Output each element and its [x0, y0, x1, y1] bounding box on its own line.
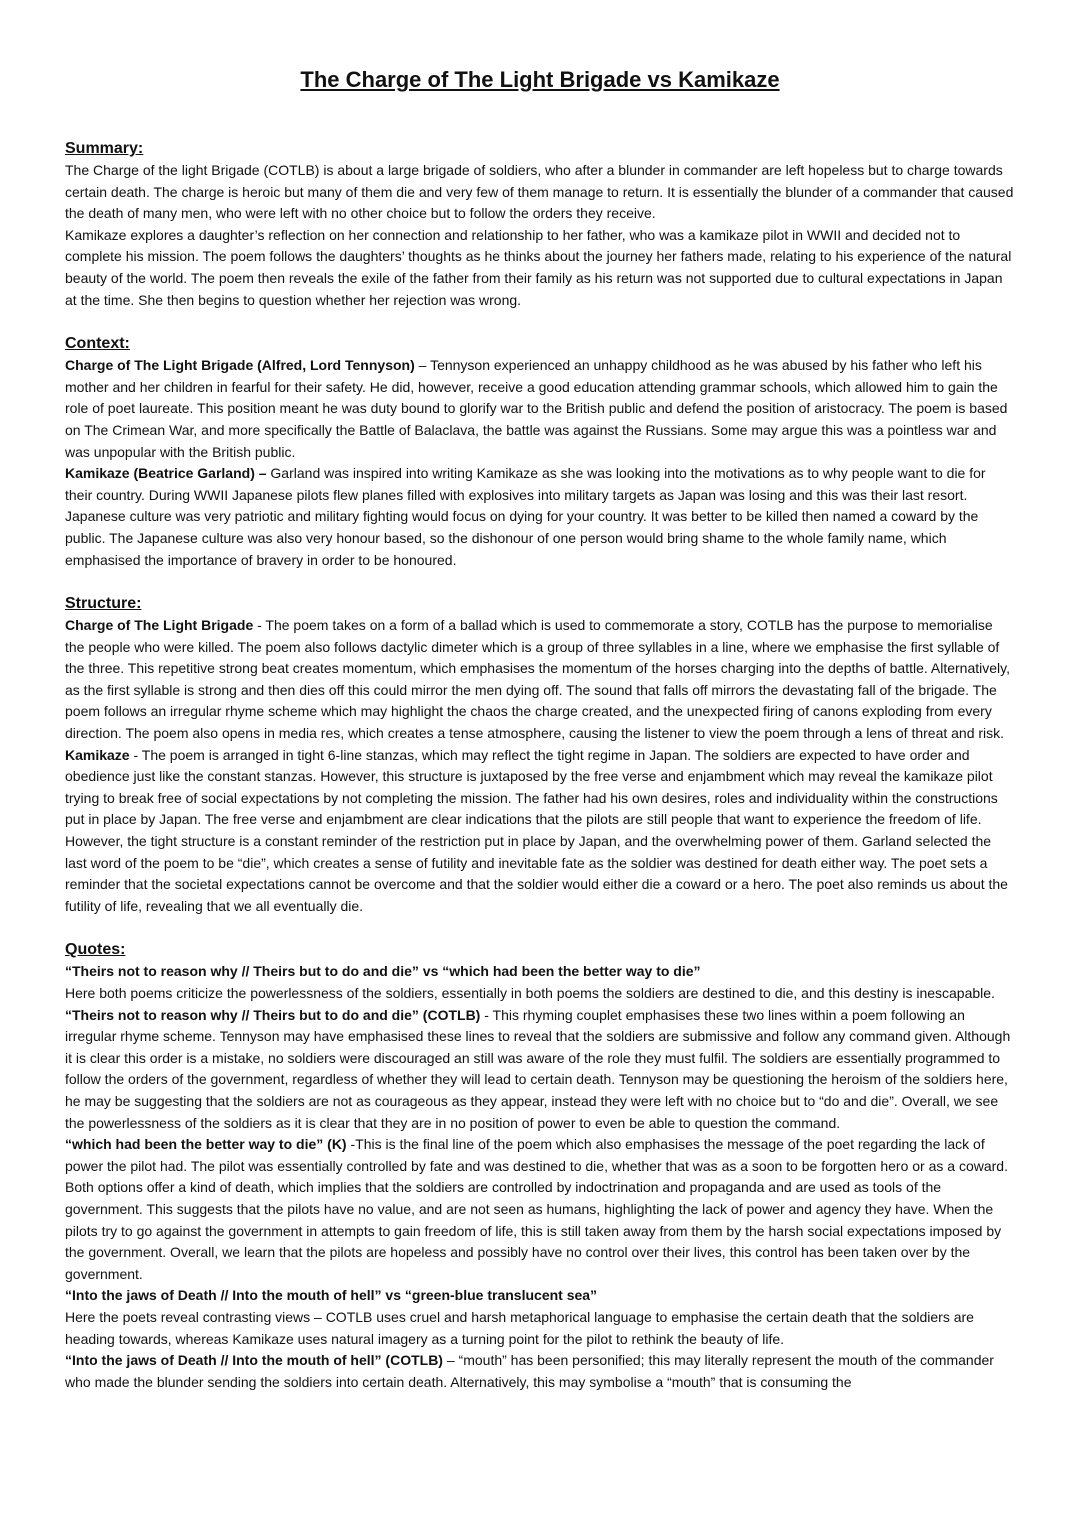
context-heading: Context:	[65, 335, 130, 353]
structure-section	[65, 593, 1015, 917]
quote-kamikaze-1-label: “which had been the better way to die” (K)	[65, 1136, 347, 1153]
quote-kamikaze-1	[65, 1134, 1015, 1285]
quote-comparison-2: “Into the jaws of Death // Into the mouth of hell” vs “green-blue translucent sea”	[65, 1287, 598, 1304]
structure-kamikaze-label: Kamikaze	[65, 746, 130, 763]
quote-cotlb-1-label: “Theirs not to reason why // Theirs but to do and die” (COTLB)	[65, 1006, 481, 1023]
context-section	[65, 333, 1015, 571]
document-page	[65, 66, 1015, 1415]
structure-cotlb-text: - The poem takes on a form of a ballad which is used to commemorate a story, COTLB has the purpose to memorialise the people who were killed. The poem also follows dactylic dimeter which is a group of three syllables in a line, where we emphasise the first syllable of the three. This repetitive strong beat creates momentum, which emphasises the momentum of the horses charging into the depths of battle. Alternatively, as the first syllable is strong and then dies off this could mirror the men dying off. The sound that falls off mirrors the devastating fall of the brigade. The poem follows an irregular rhyme scheme which may highlight the chaos the charge created, and the unexpected firing of canons exploding from every direction. The poem also opens in media res, which creates a tense atmosphere, causing the listener to view the poem through a lens of threat and risk.	[65, 617, 1010, 742]
summary-heading: Summary:	[65, 140, 144, 157]
structure-kamikaze-text: - The poem is arranged in tight 6-line stanzas, which may reflect the tight regime in Japan. The soldiers are expected to have order and obedience just like the constant stanzas. However, this structure is juxtaposed by the free verse and enjambment which may reveal the kamikaze pilot trying to break free of social expectations by not completing the mission. The father had his own desires, roles and individuality within the constructions put in place by Japan. The free verse and enjambment are clear indications that the pilots are still people that want to experience the freedom of life. However, the tight structure is a constant reminder of the restriction put in place by Japan, and the overwhelming power of them. Garland selected the last word of the poem to be “die”, which creates a sense of futility and inevitable fate as the soldier was destined for death either way. The poet sets a reminder that the societal expectations cannot be overcome and that the soldier would either die a coward or a hero. The poet also reminds us about the futility of life, revealing that we all eventually die.	[65, 746, 1008, 914]
structure-paragraph-cotlb	[65, 615, 1015, 745]
quote-cotlb-2-label: “Into the jaws of Death // Into the mouth of hell” (COTLB)	[65, 1352, 443, 1369]
context-kamikaze-text: Garland was inspired into writing Kamikaze as she was looking into the motivations as to why people want to die for their country. During WWII Japanese pilots flew planes filled with explosives into military targets as Japan was losing and this was their last resort. Japanese culture was very patriotic and military fighting would focus on dying for your country. It was better to be killed then named a coward by the public. The Japanese culture was also very honour based, so the dishonour of one person would bring shame to the whole family name, which emphasised the importance of bravery in order to be honoured.	[65, 465, 986, 568]
summary-paragraph-cotlb: The Charge of the light Brigade (COTLB) is about a large brigade of soldiers, who after a blunder in commander are left hopeless but to charge towards certain death. The charge is heroic but many of them die and very few of them manage to return. It is essentially the blunder of a commander that caused the death of many men, who were left with no other choice but to follow the orders they receive.	[65, 162, 1014, 222]
quote-comparison-1-analysis: Here both poems criticize the powerlessness of the soldiers, essentially in both poems the soldiers are destined to die, and this destiny is inescapable.	[65, 985, 995, 1001]
page-title: The Charge of The Light Brigade vs Kamikaze	[300, 67, 780, 92]
structure-heading: Structure:	[65, 595, 142, 613]
context-cotlb-text: – Tennyson experienced an unhappy childhood as he was abused by his father who left his mother and her children in fearful for their safety. He did, however, receive a good education attending grammar schools, which allowed him to gain the role of poet laureate. This position meant he was duty bound to glorify war to the British public and defend the position of aristocracy. The poem is based on The Crimean War, and more specifically the Battle of Balaclava, the battle was against the Russians. Some may argue this was a pointless war and was unpopular with the British public.	[65, 357, 1008, 460]
structure-cotlb-label: Charge of The Light Brigade	[65, 617, 254, 634]
quote-comparison-1: “Theirs not to reason why // Theirs but to do and die” vs “which had been the better way to die”	[65, 963, 701, 980]
quote-kamikaze-1-text: -This is the final line of the poem which also emphasises the message of the poet regarding the lack of power the pilot had. The pilot was essentially controlled by fate and was destined to die, whether that was as a soon to be forgotten hero or as a coward. Both options offer a kind of death, which implies that the soldiers are controlled by indoctrination and propaganda and are used as tools of the government. This suggests that the pilots have no value, and are not seen as humans, highlighting the lack of power and agency they have. When the pilots try to go against the government in attempts to gain freedom of life, this is still taken away from them by the harsh social expectations imposed by the government. Overall, we learn that the pilots are hopeless and possibly have no control over their lives, this control has been taken over by the government.	[65, 1136, 1008, 1282]
context-paragraph-kamikaze	[65, 463, 1015, 571]
quote-cotlb-2-text: – “mouth” has been personified; this may literally represent the mouth of the commander who made the blunder sending the soldiers into certain death. Alternatively, this may symbolise a “mouth” that is consuming the	[65, 1352, 994, 1390]
quote-cotlb-1	[65, 1005, 1015, 1135]
context-cotlb-label: Charge of The Light Brigade (Alfred, Lord Tennyson)	[65, 357, 415, 374]
quote-cotlb-2	[65, 1350, 1015, 1393]
quote-cotlb-1-text: - This rhyming couplet emphasises these two lines within a poem following an irregular rhyme scheme. Tennyson may have emphasised these lines to reveal that the soldiers are submissive and follow any command given. Although it is clear this order is a mistake, no soldiers were discouraged an still was aware of the role they must fulfil. The soldiers are essentially programmed to follow the orders of the government, regardless of whether they will lead to certain death. Tennyson may be questioning the heroism of the soldiers here, he may be suggesting that the soldiers are not as courageous as they appear, instead they were left with no choice but to “do and die”. Overall, we see the powerlessness of the soldiers as it is clear that they are in no position of power to even be able to question the command.	[65, 1006, 1011, 1131]
context-kamikaze-label: Kamikaze (Beatrice Garland) –	[65, 465, 267, 482]
summary-paragraph-kamikaze: Kamikaze explores a daughter’s reflection on her connection and relationship to her father, who was a kamikaze pilot in WWII and decided not to complete his mission. The poem follows the daughters’ thoughts as he thinks about the journey her fathers made, relating to his experience of the natural beauty of the world. The poem then reveals the exile of the father from their family as his return was not supported due to cultural expectations in Japan at the time. She then begins to question whether her rejection was wrong.	[65, 226, 1012, 308]
summary-section	[65, 138, 1015, 311]
quotes-heading: Quotes:	[65, 941, 126, 959]
structure-paragraph-kamikaze	[65, 745, 1015, 918]
context-paragraph-cotlb	[65, 355, 1015, 463]
quote-comparison-2-analysis: Here the poets reveal contrasting views – COTLB uses cruel and harsh metaphorical language to emphasise the certain death that the soldiers are heading towards, whereas Kamikaze uses natural imagery as a turning point for the pilot to rethink the beauty of life.	[65, 1308, 974, 1347]
quotes-section	[65, 939, 1015, 1393]
